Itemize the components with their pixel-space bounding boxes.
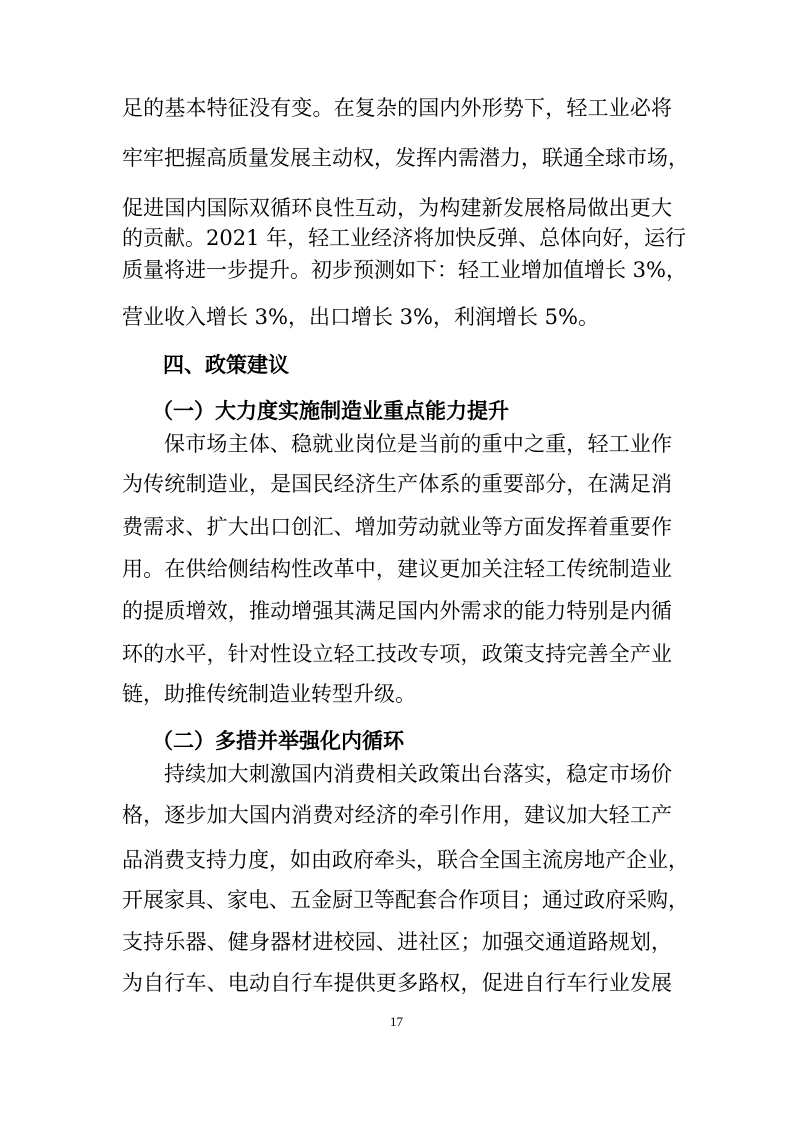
paragraph-line: 促进国内国际双循环良性互动，为构建新发展格局做出更大 (122, 196, 672, 220)
paragraph-line: 的贡献。2021 年，轻工业经济将加快反弹、总体向好，运行 (122, 226, 687, 250)
subheading: （一）大力度实施制造业重点能力提升 (152, 398, 509, 423)
paragraph-line: 为传统制造业，是国民经济生产体系的重要部分，在满足消 (122, 472, 672, 496)
subheading: （二）多措并举强化内循环 (152, 728, 404, 753)
section-heading: 四、政策建议 (163, 353, 289, 377)
paragraph-line: 的提质增效，推动增强其满足国内外需求的能力特别是内循 (122, 599, 672, 623)
paragraph-line: 链，助推传统制造业转型升级。 (122, 682, 416, 706)
paragraph-line: 环的水平，针对性设立轻工技改专项，政策支持完善全产业 (122, 642, 672, 666)
paragraph-line: 质量将进一步提升。初步预测如下：轻工业增加值增长 3%， (122, 258, 687, 282)
paragraph-line: 费需求、扩大出口创汇、增加劳动就业等方面发挥着重要作 (122, 515, 672, 539)
paragraph-line: 为自行车、电动自行车提供更多路权，促进自行车行业发展 (122, 971, 672, 995)
page-number: 17 (390, 1014, 403, 1029)
paragraph-line: 开展家具、家电、五金厨卫等配套合作项目；通过政府采购， (122, 888, 689, 912)
paragraph-line: 品消费支持力度，如由政府牵头，联合全国主流房地产企业， (122, 848, 689, 872)
paragraph-line: 格，逐步加大国内消费对经济的牵引作用，建议加大轻工产 (122, 803, 672, 827)
paragraph-line: 足的基本特征没有变。在复杂的国内外形势下，轻工业必将 (122, 96, 672, 120)
paragraph-line: 持续加大刺激国内消费相关政策出台落实，稳定市场价 (164, 762, 672, 786)
paragraph-line: 营业收入增长 3%，出口增长 3%，利润增长 5%。 (122, 305, 599, 329)
paragraph-line: 保市场主体、稳就业岗位是当前的重中之重，轻工业作 (164, 432, 672, 456)
paragraph-line: 支持乐器、健身器材进校园、进社区；加强交通道路规划， (122, 930, 672, 954)
paragraph-line: 牢牢把握高质量发展主动权，发挥内需潜力，联通全球市场， (122, 146, 689, 170)
paragraph-line: 用。在供给侧结构性改革中，建议更加关注轻工传统制造业 (122, 557, 672, 581)
